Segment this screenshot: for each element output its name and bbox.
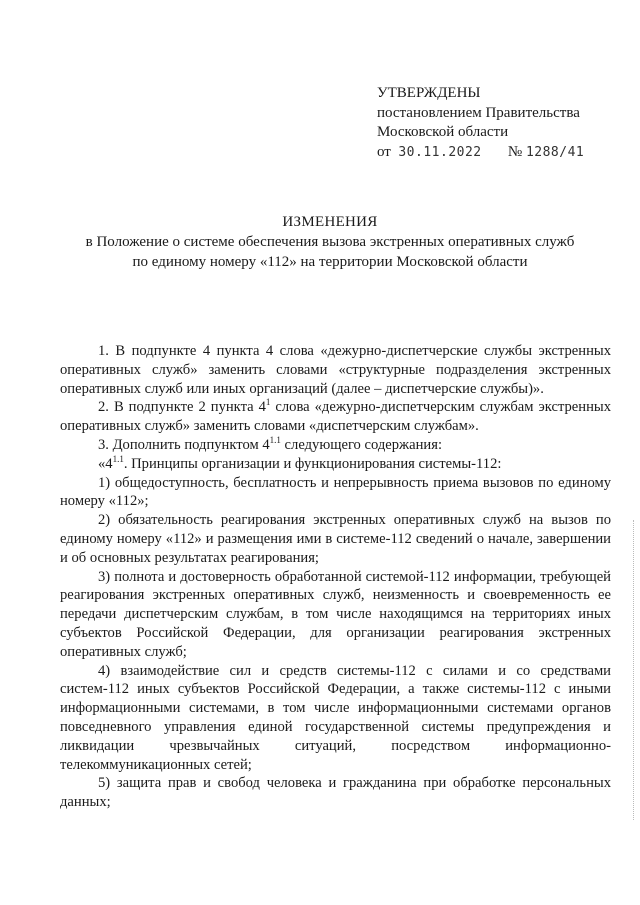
paragraph-3-start: 3. Дополнить подпунктом 4 xyxy=(98,436,270,453)
title-line-2: по единому номеру «112» на территории Московской области xyxy=(132,254,528,270)
paragraph-3-end: следующего содержания: xyxy=(280,436,443,453)
approval-heading: УТВЕРЖДЕНЫ xyxy=(377,85,481,101)
paragraph-4-end: . Принципы организации и функционирования системы-112: xyxy=(123,455,502,472)
document-title xyxy=(40,212,620,272)
approval-line-1: постановлением Правительства xyxy=(377,104,580,121)
list-item-2: 2) обязательность реагирования экстренных оперативных служб на вызов по единому номеру «112» и размещения ими в системе-112 сведений о начале, завершении и об основных результатах реагирования; xyxy=(60,512,611,566)
title-heading: ИЗМЕНЕНИЯ xyxy=(282,214,378,230)
paragraph-2 xyxy=(60,398,611,436)
paragraph-3-sup: 1.1 xyxy=(269,434,281,445)
approval-line-2: Московской области xyxy=(377,124,509,140)
paragraph-4-start: «4 xyxy=(98,455,113,472)
list-item-3: 3) полнота и достоверность обработанной системой-112 информации, требующей реагирования экстренных оперативных служб, неизменность и своевременность ее передачи диспетчерским службам, в том числе находящимся на территориях иных субъектов Российской Федерации, для организации реагирования экстренных оперативных служб; xyxy=(60,568,611,660)
paragraph-3 xyxy=(60,436,611,455)
paragraph-2-end: слова «дежурно-диспетчерским службам экстренных оперативных служб» заменить словами «диспетчерским службам». xyxy=(60,399,611,435)
paragraph-1: 1. В подпункте 4 пункта 4 слова «дежурно-диспетчерские службы экстренных оперативных служб» заменить словами «структурные подразделения экстренных оперативных служб или иных организаций (далее – диспетчерские службы)». xyxy=(60,343,611,397)
paragraph-2-start: 2. В подпункте 2 пункта 4 xyxy=(98,399,266,416)
title-line-1: в Положение о системе обеспечения вызова экстренных оперативных служб xyxy=(85,234,575,250)
paragraph-2-sup: 1 xyxy=(265,397,271,408)
paragraph-4-sup: 1.1 xyxy=(112,453,124,464)
paragraph-4 xyxy=(60,455,611,474)
list-item-1: 1) общедоступность, бесплатность и непрерывность приема вызовов по единому номеру «112»; xyxy=(60,474,611,510)
approval-number: 1288/41 xyxy=(525,144,585,160)
number-prefix: № xyxy=(507,143,523,160)
document-body xyxy=(60,342,611,812)
list-item-4: 4) взаимодействие сил и средств системы-112 с силами и со средствами систем-112 иных субъектов Российской Федерации, а также системы-112 с иными информационными системами, в том числе информационными системами органов повседневного управления единой государственной системы предупреждения и ликвидации чрезвычайных ситуаций, посредством информационно-телекоммуникационных сетей; xyxy=(60,662,611,773)
approval-date: 30.11.2022 xyxy=(398,144,482,160)
list-item-5: 5) защита прав и свобод человека и гражданина при обработке персональных данных; xyxy=(60,775,611,811)
approval-dateline xyxy=(377,143,584,163)
approval-stamp xyxy=(377,84,584,162)
date-prefix: от xyxy=(377,143,391,160)
scan-edge-mark xyxy=(633,520,634,820)
